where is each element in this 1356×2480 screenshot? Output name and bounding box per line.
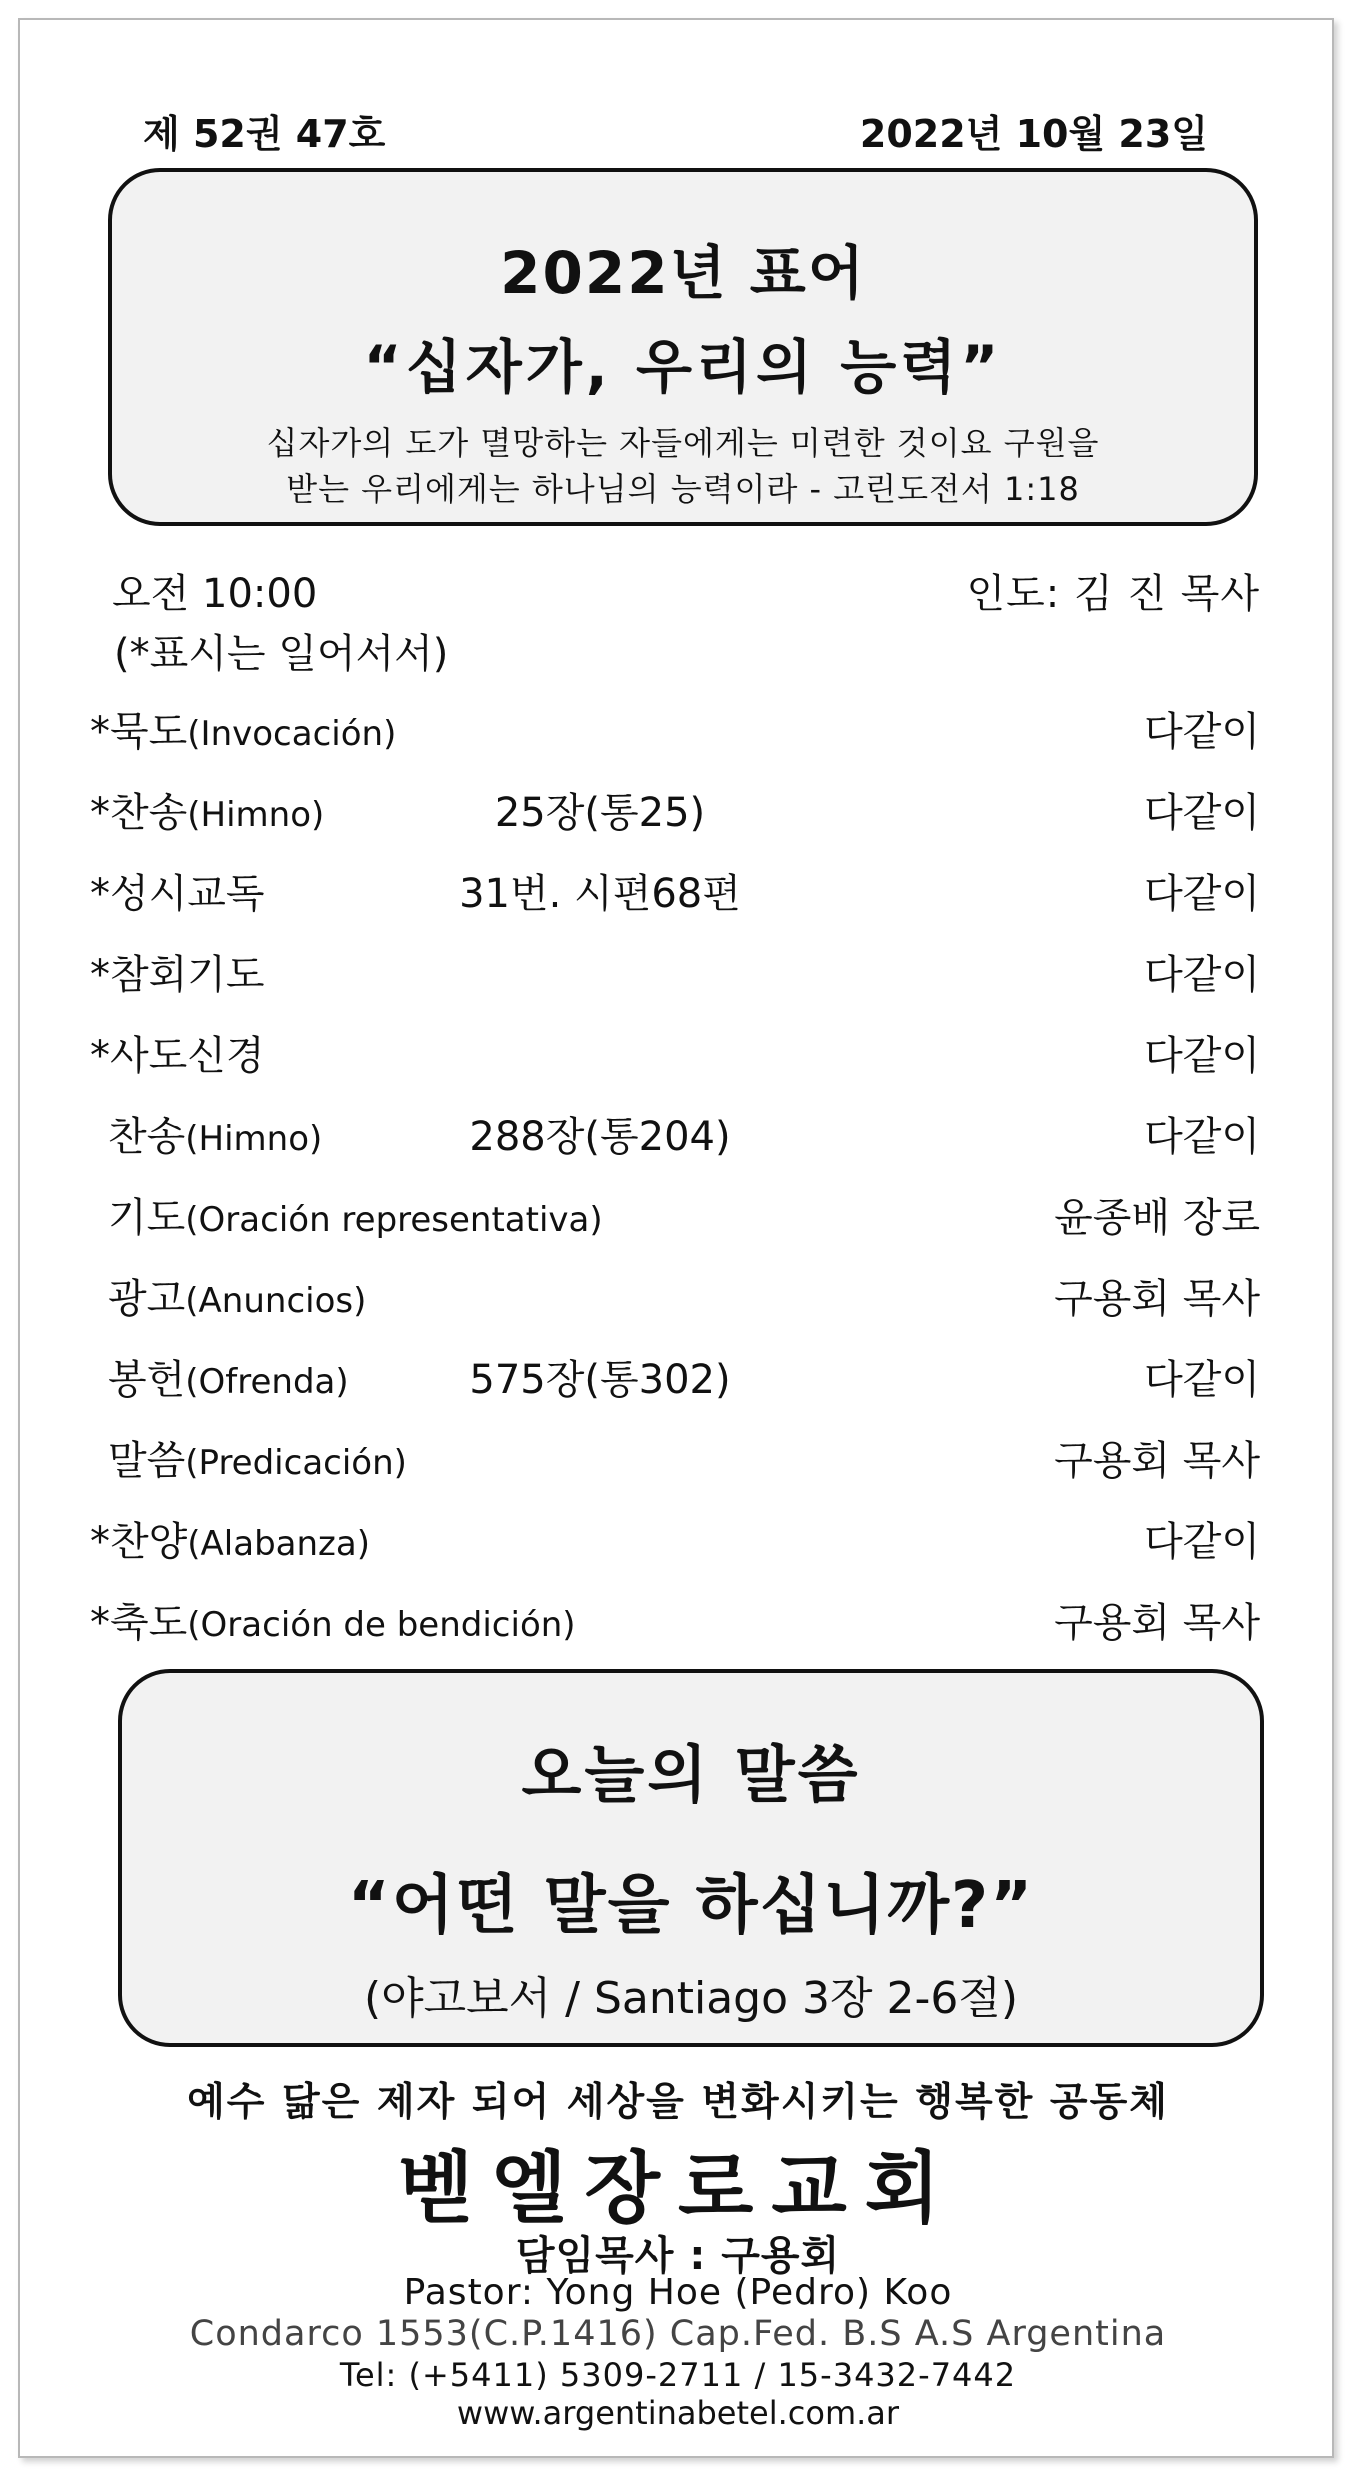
- issue-volume: 제 52권 47호: [143, 112, 386, 156]
- order-item-detail: 575장(통302): [469, 1357, 731, 1403]
- order-row: [90, 862, 1260, 943]
- motto-verse-line1: 십자가의 도가 멸망하는 자들에게는 미련한 것이요 구원을: [266, 424, 1100, 462]
- order-row: [90, 1186, 1260, 1267]
- order-row: [90, 1591, 1260, 1672]
- order-item-by: 구용회 목사: [1054, 1276, 1260, 1322]
- order-row: [90, 1348, 1260, 1429]
- order-item-name: 광고: [108, 1276, 186, 1322]
- order-item-spanish: (Oración representativa): [185, 1200, 603, 1240]
- order-item-name: 말씀: [108, 1438, 186, 1484]
- church-name: 벧엘장로교회: [397, 2144, 959, 2234]
- order-row: [90, 1105, 1260, 1186]
- order-item-spanish: (Himno): [187, 795, 325, 835]
- order-item-by: 구용회 목사: [1054, 1600, 1260, 1646]
- order-item-spanish: (Himno): [185, 1119, 323, 1159]
- church-website[interactable]: www.argentinabetel.com.ar: [456, 2394, 900, 2432]
- sermon-reference: (야고보서 / Santiago 3장 2-6절): [363, 1973, 1019, 2024]
- motto-verse-line2: 받는 우리에게는 하나님의 능력이라 - 고린도전서 1:18: [286, 470, 1080, 508]
- order-item-name: 찬송: [108, 1114, 186, 1160]
- order-row: [90, 943, 1260, 1024]
- order-item-spanish: (Ofrenda): [185, 1362, 349, 1402]
- church-address: Condarco 1553(C.P.1416) Cap.Fed. B.S A.S Argentina: [189, 2314, 1167, 2354]
- motto-title: 2022년 표어: [500, 239, 866, 307]
- order-item-by: 다같이: [1144, 1357, 1260, 1403]
- order-row: [90, 1267, 1260, 1348]
- pastor-korean: 담임목사 : 구용회: [515, 2233, 841, 2279]
- order-item-spanish: (Oración de bendición): [187, 1605, 576, 1645]
- order-item-by: 다같이: [1144, 871, 1260, 917]
- order-item-by: 다같이: [1144, 709, 1260, 755]
- order-item-detail: 25장(통25): [494, 790, 706, 836]
- order-item-by: 구용회 목사: [1054, 1438, 1260, 1484]
- sermon-heading: 오늘의 말씀: [521, 1738, 861, 1811]
- service-leader: 인도: 김 진 목사: [966, 571, 1260, 617]
- motto-verse: [112, 420, 1254, 512]
- order-item-spanish: (Invocación): [187, 714, 397, 754]
- order-item-by: 다같이: [1144, 952, 1260, 998]
- order-item-by: 다같이: [1144, 1033, 1260, 1079]
- pastor-english: Pastor: Yong Hoe (Pedro) Koo: [403, 2272, 953, 2313]
- order-item-spanish: (Anuncios): [185, 1281, 367, 1321]
- order-row: [90, 1510, 1260, 1591]
- order-row: [90, 1024, 1260, 1105]
- order-item-name: 봉헌: [108, 1357, 186, 1403]
- order-item-by: 윤종배 장로: [1054, 1195, 1260, 1241]
- order-row: [90, 700, 1260, 781]
- motto-subtitle: “십자가, 우리의 능력”: [363, 333, 1003, 401]
- sermon-box: [118, 1669, 1264, 2047]
- service-time: 오전 10:00: [112, 571, 318, 617]
- order-row: [90, 781, 1260, 862]
- order-item-name: *묵도: [90, 709, 188, 755]
- order-item-by: 다같이: [1144, 790, 1260, 836]
- order-item-spanish: (Alabanza): [187, 1524, 370, 1564]
- order-item-spanish: (Predicación): [185, 1443, 407, 1483]
- order-item-name: *축도: [90, 1600, 188, 1646]
- order-of-worship: [90, 700, 1260, 1672]
- order-item-name: *성시교독: [90, 871, 265, 917]
- order-item-by: 다같이: [1144, 1114, 1260, 1160]
- order-row: [90, 1429, 1260, 1510]
- order-item-name: *찬송: [90, 790, 188, 836]
- order-item-by: 다같이: [1144, 1519, 1260, 1565]
- issue-date: 2022년 10월 23일: [859, 112, 1208, 156]
- motto-box: [108, 168, 1258, 526]
- order-item-name: *찬양: [90, 1519, 188, 1565]
- order-item-detail: 288장(통204): [469, 1114, 731, 1160]
- standing-note: (*표시는 일어서서): [114, 631, 449, 677]
- order-item-name: 기도: [108, 1195, 186, 1241]
- order-item-name: *참회기도: [90, 952, 265, 998]
- sermon-title: “어떤 말을 하십니까?”: [347, 1869, 1035, 1943]
- church-phone: Tel: (+5411) 5309-2711 / 15-3432-7442: [339, 2356, 1017, 2394]
- church-slogan: 예수 닮은 제자 되어 세상을 변화시키는 행복한 공동체: [187, 2080, 1169, 2125]
- order-item-detail: 31번. 시편68편: [459, 871, 741, 917]
- order-item-name: *사도신경: [90, 1033, 265, 1079]
